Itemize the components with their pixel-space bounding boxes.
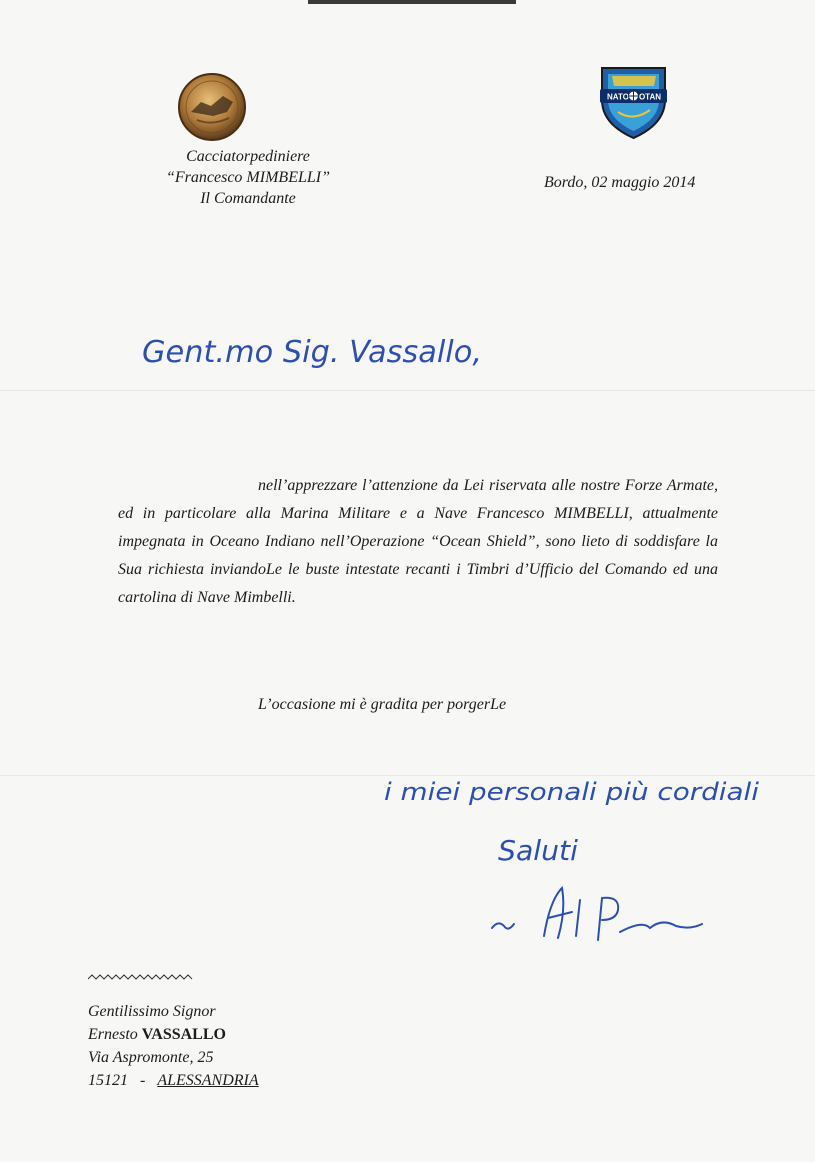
address-zip: 15121 [88,1072,128,1089]
recipient-address [88,1000,259,1092]
badge-nato-text: NATO [607,92,629,102]
paper-fold-line [0,390,815,391]
handwritten-closing [380,760,780,960]
nato-otan-badge-icon [596,62,671,142]
address-salutation: Gentilissimo Signor [88,1003,216,1020]
salutation-text: Gent.mo Sig. Vassallo, [142,335,482,370]
sender-block [148,146,348,209]
handwritten-closing-line1: i miei personali più cordiali [384,778,760,806]
letter-date: Bordo, 02 maggio 2014 [544,174,696,191]
address-city-line [88,1069,259,1092]
closing-formula: L’occasione mi è gradita per porgerLe [258,696,507,713]
address-street: Via Aspromonte, 25 [88,1049,214,1066]
signature-icon [492,888,702,940]
sender-ship-name: “Francesco MIMBELLI” [166,169,330,186]
address-divider-wave [88,973,198,983]
badge-otan-text: OTAN [638,92,662,102]
ship-crest-seal-icon [177,72,247,142]
address-separator: - [140,1072,146,1089]
address-last-name: VASSALLO [141,1026,226,1043]
body-paragraph: nell’apprezzare l’attenzione da Lei riservata alle nostre Forze Armate, ed in particolare alla Marina Militare e a Nave Francesco MIMBELLI, attualmente impegnata in Oceano Indiano nell’Operazione “Ocean Shield”, sono lieto di soddisfare la Sua richiesta inviandoLe le buste intestate recanti i Timbri d’Ufficio del Comando ed una cartolina di Nave Mimbelli. [118,477,718,606]
address-first-name: Ernesto [88,1026,138,1043]
handwritten-closing-line2: Saluti [498,834,579,867]
handwritten-salutation [140,318,490,388]
letter-body [118,472,718,612]
scan-top-edge [308,0,516,4]
address-city: ALESSANDRIA [157,1072,259,1089]
sender-role: Il Comandante [200,190,296,207]
sender-ship-type: Cacciatorpediniere [186,148,310,165]
address-name [88,1023,259,1046]
